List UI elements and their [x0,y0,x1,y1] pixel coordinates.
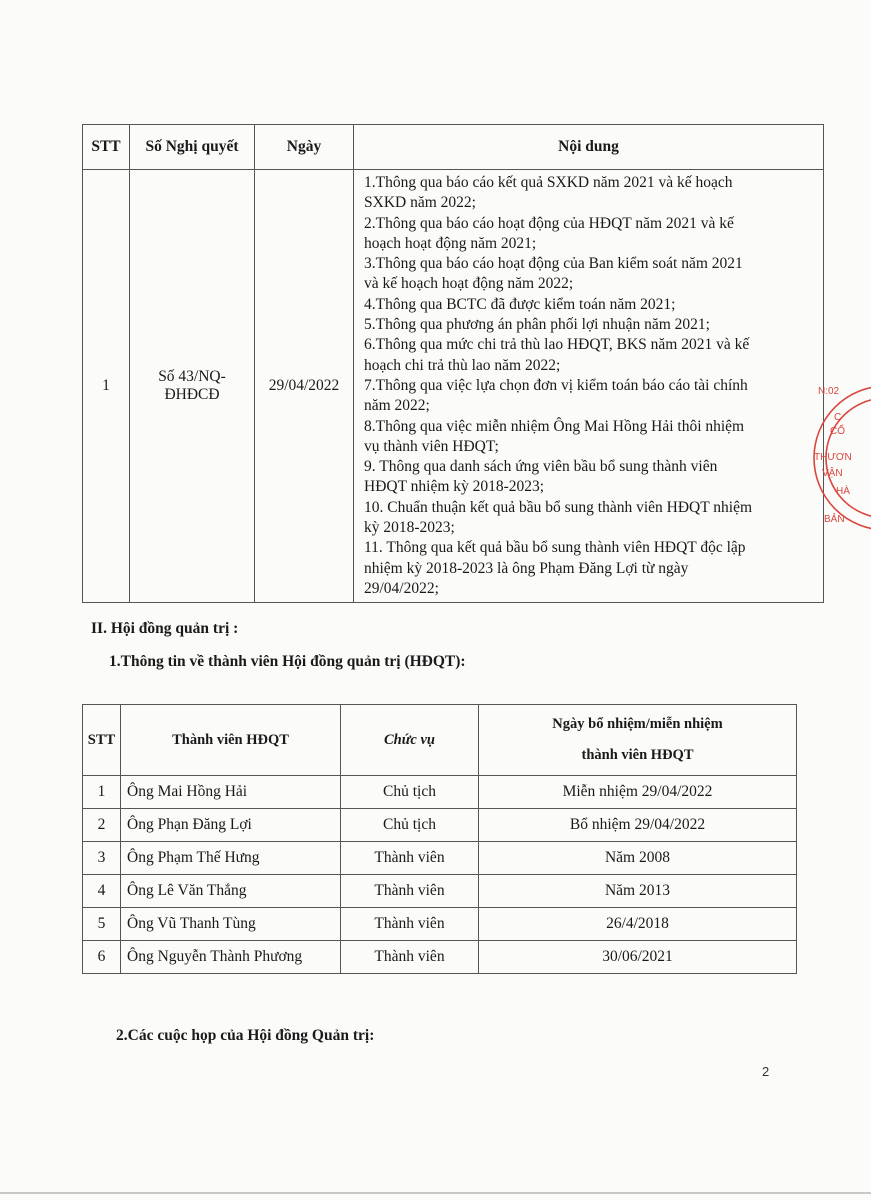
cell-appointment-date: Bổ nhiệm 29/04/2022 [479,809,797,842]
content-line: 2.Thông qua báo cáo hoạt động của HĐQT năm 2021 và kế [364,214,734,232]
header-appointment-date-line1: Ngày bổ nhiệm/miễn nhiệm [552,716,723,732]
subsection-heading-meetings: 2.Các cuộc họp của Hội đồng Quản trị: [116,1027,375,1044]
cell-stt: 5 [83,908,121,941]
stamp-seal-icon [808,378,871,538]
company-stamp [808,378,871,538]
cell-appointment-date: 26/4/2018 [479,908,797,941]
table-row [83,776,797,809]
cell-role: Thành viên [341,941,479,974]
content-line: 10. Chuẩn thuận kết quả bầu bổ sung thành viên HĐQT nhiệm [364,498,753,516]
cell-appointment-date: Miễn nhiệm 29/04/2022 [479,776,797,809]
cell-member-name: Ông Lê Văn Thắng [121,875,341,908]
header-resolution-number: Số Nghị quyết [130,125,255,170]
board-rows [83,776,797,974]
header-member: Thành viên HĐQT [121,705,341,776]
content-list [364,173,819,599]
content-line: nhiệm kỳ 2018-2023 là ông Phạm Đăng Lợi từ ngày [364,559,689,577]
header-date: Ngày [255,125,354,170]
content-line: 29/04/2022; [364,579,439,597]
content-line: 5.Thông qua phương án phân phối lợi nhuận năm 2021; [364,316,710,334]
table-row [83,875,797,908]
cell-member-name: Ông Vũ Thanh Tùng [121,908,341,941]
cell-stt: 2 [83,809,121,842]
cell-member-name: Ông Nguyễn Thành Phương [121,941,341,974]
stamp-text: VẬN [822,468,843,479]
cell-appointment-date: Năm 2013 [479,875,797,908]
content-line: kỳ 2018-2023; [364,519,455,537]
content-line: 1.Thông qua báo cáo kết quả SXKD năm 2021 và kế hoạch [364,174,733,191]
content-line: 4.Thông qua BCTC đã được kiểm toán năm 2021; [364,295,676,313]
resolution-number-line1: Số 43/NQ- [158,368,226,386]
content-line: 9. Thông qua danh sách ứng viên bầu bổ sung thành viên [364,458,718,476]
stamp-text: CỔ [830,426,845,437]
header-role: Chức vụ [341,705,479,776]
stamp-text: THƯƠN [814,452,852,463]
stamp-text: C [834,412,842,423]
content-line: năm 2022; [364,397,430,415]
header-content: Nội dung [354,125,824,170]
table-row [83,908,797,941]
cell-stt: 4 [83,875,121,908]
subsection-heading-board-info: 1.Thông tin về thành viên Hội đồng quản trị (HĐQT): [109,653,466,670]
cell-member-name: Ông Phạm Thế Hưng [121,842,341,875]
cell-stt: 1 [83,776,121,809]
cell-stt: 6 [83,941,121,974]
cell-member-name: Ông Phạn Đăng Lợi [121,809,341,842]
resolution-number-line2: ĐHĐCĐ [164,386,220,404]
table-header-row [83,705,797,776]
header-appointment-date [479,705,797,776]
header-stt: STT [83,125,130,170]
cell-stt: 1 [83,170,130,603]
cell-role: Chủ tịch [341,809,479,842]
board-members-table [82,704,797,974]
content-line: 6.Thông qua mức chi trả thù lao HĐQT, BKS năm 2021 và kế [364,336,750,354]
cell-role: Thành viên [341,908,479,941]
content-line: SXKD năm 2022; [364,194,476,212]
cell-member-name: Ông Mai Hồng Hải [121,776,341,809]
scan-edge-line [0,1192,871,1194]
table-row [83,941,797,974]
content-line: và kế hoạch hoạt động năm 2022; [364,275,574,293]
table-row [83,170,824,603]
header-appointment-date-line2: thành viên HĐQT [581,747,694,763]
table-header-row [83,125,824,170]
table-row [83,842,797,875]
cell-date: 29/04/2022 [255,170,354,603]
table-row [83,809,797,842]
content-line: 7.Thông qua việc lựa chọn đơn vị kiểm toán báo cáo tài chính [364,376,748,394]
stamp-text: N:02 [818,386,840,397]
cell-appointment-date: 30/06/2021 [479,941,797,974]
stamp-text: BẢN [824,514,845,525]
cell-role: Thành viên [341,875,479,908]
cell-role: Thành viên [341,842,479,875]
resolutions-table [82,124,824,603]
section-heading: II. Hội đồng quản trị : [91,620,239,637]
cell-resolution-number [130,170,255,603]
cell-appointment-date: Năm 2008 [479,842,797,875]
content-line: 3.Thông qua báo cáo hoạt động của Ban kiểm soát năm 2021 [364,255,743,273]
content-line: hoạch hoạt động năm 2021; [364,234,537,252]
page-number: 2 [762,1064,770,1079]
content-line: 8.Thông qua việc miễn nhiệm Ông Mai Hồng Hải thôi nhiệm [364,417,745,435]
cell-content [354,170,824,603]
content-line: HĐQT nhiệm kỳ 2018-2023; [364,478,545,496]
stamp-text: HÀ [836,486,850,497]
cell-stt: 3 [83,842,121,875]
content-line: 11. Thông qua kết quả bầu bổ sung thành viên HĐQT độc lập [364,539,746,557]
header-stt: STT [83,705,121,776]
cell-role: Chủ tịch [341,776,479,809]
content-line: hoạch chi trả thù lao năm 2022; [364,356,561,374]
content-line: vụ thành viên HĐQT; [364,437,499,455]
